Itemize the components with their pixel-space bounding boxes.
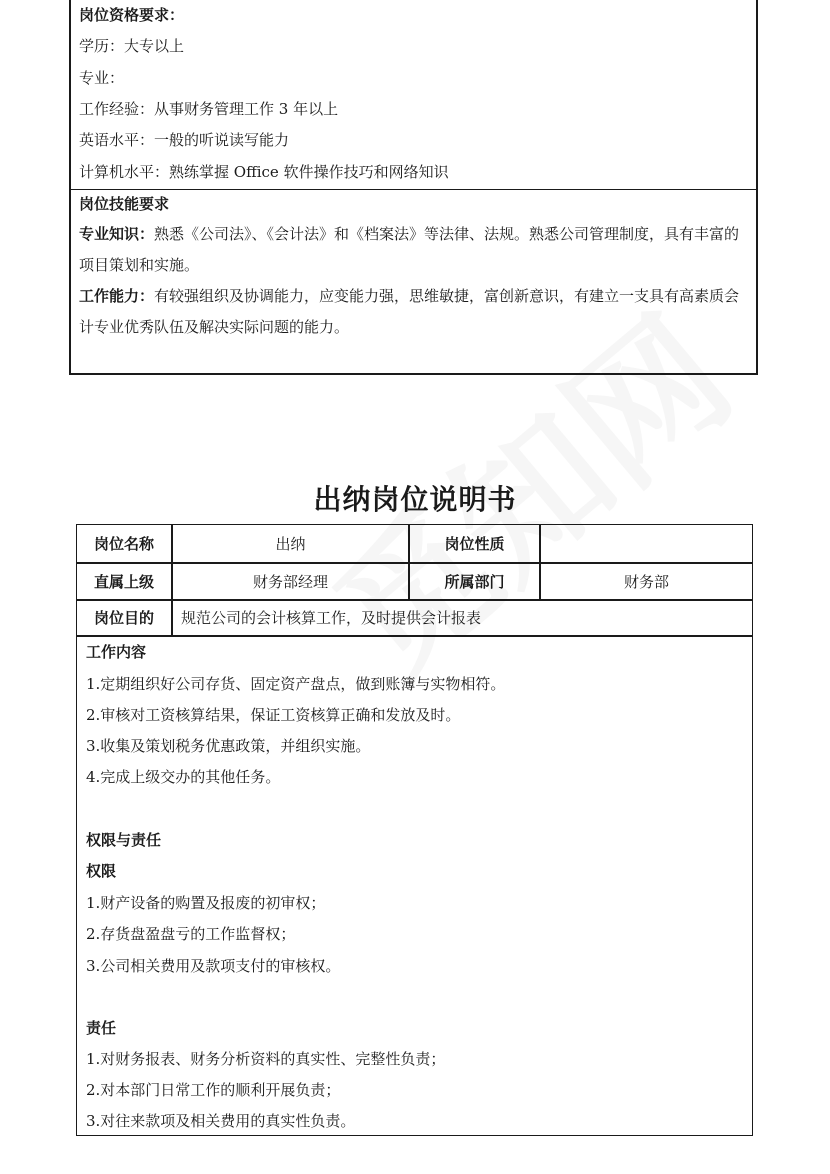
work-content-item: 4.完成上级交办的其他任务。 [86, 768, 281, 786]
purpose-value: 规范公司的会计核算工作，及时提供会计报表 [181, 609, 482, 627]
job-description-table [76, 524, 753, 1136]
authority-heading: 权限与责任 [86, 831, 162, 849]
knowledge-paragraph [79, 219, 750, 281]
qualification-line: 计算机水平：熟练掌握 Office 软件操作技巧和网络知识 [79, 163, 449, 181]
qualification-heading: 岗位资格要求： [79, 6, 185, 24]
responsibility-heading: 责任 [86, 1019, 117, 1037]
work-content-item: 3.收集及策划税务优惠政策，并组织实施。 [86, 737, 371, 755]
qualification-line: 英语水平：一般的听说读写能力 [79, 131, 290, 149]
knowledge-label: 专业知识： [79, 225, 155, 243]
authority-item: 1.财产设备的购置及报废的初审权； [86, 894, 326, 912]
qualification-skills-box [69, 0, 758, 375]
qualification-line: 学历：大专以上 [79, 37, 185, 55]
row-divider [77, 635, 752, 637]
supervisor-value: 财务部经理 [252, 572, 328, 591]
authority-item: 2.存货盘盈盘亏的工作监督权； [86, 925, 296, 943]
skills-section [71, 190, 756, 373]
qualification-line: 工作经验：从事财务管理工作 3 年以上 [79, 100, 339, 118]
responsibility-item: 2.对本部门日常工作的顺利开展负责； [86, 1081, 341, 1099]
post-name-label: 岗位名称 [93, 535, 154, 553]
qualification-section [71, 0, 756, 190]
page-title: 出纳岗位说明书 [313, 483, 517, 516]
authority-subheading: 权限 [86, 862, 117, 880]
department-value: 财务部 [623, 572, 669, 591]
supervisor-label: 直属上级 [93, 572, 154, 591]
responsibility-item: 3.对往来款项及相关费用的真实性负责。 [86, 1112, 356, 1130]
ability-text: 有较强组织及协调能力，应变能力强，思维敏捷，富创新意识，有建立一支具有高素质会计专业优秀队伍及解决实际问题的能力。 [79, 287, 740, 336]
post-nature-label: 岗位性质 [444, 535, 505, 553]
responsibility-item: 1.对财务报表、财务分析资料的真实性、完整性负责； [86, 1050, 446, 1068]
department-label: 所属部门 [444, 572, 505, 591]
work-content-item: 1.定期组织好公司存货、固定资产盘点，做到账簿与实物相符。 [86, 675, 506, 693]
knowledge-text: 熟悉《公司法》、《会计法》和《档案法》等法律、法规。熟悉公司管理制度，具有丰富的项目策划和实施。 [79, 225, 740, 274]
skills-heading: 岗位技能要求 [79, 195, 170, 213]
work-content-item: 2.审核对工资核算结果，保证工资核算正确和发放及时。 [86, 706, 461, 724]
ability-label: 工作能力： [79, 287, 155, 305]
ability-paragraph [79, 281, 750, 343]
qualification-line: 专业： [79, 69, 125, 87]
purpose-label: 岗位目的 [93, 609, 154, 627]
post-name-value: 出纳 [275, 535, 306, 553]
work-content-heading: 工作内容 [86, 643, 147, 661]
authority-item: 3.公司相关费用及款项支付的审核权。 [86, 957, 341, 975]
post-nature-value [541, 525, 752, 562]
